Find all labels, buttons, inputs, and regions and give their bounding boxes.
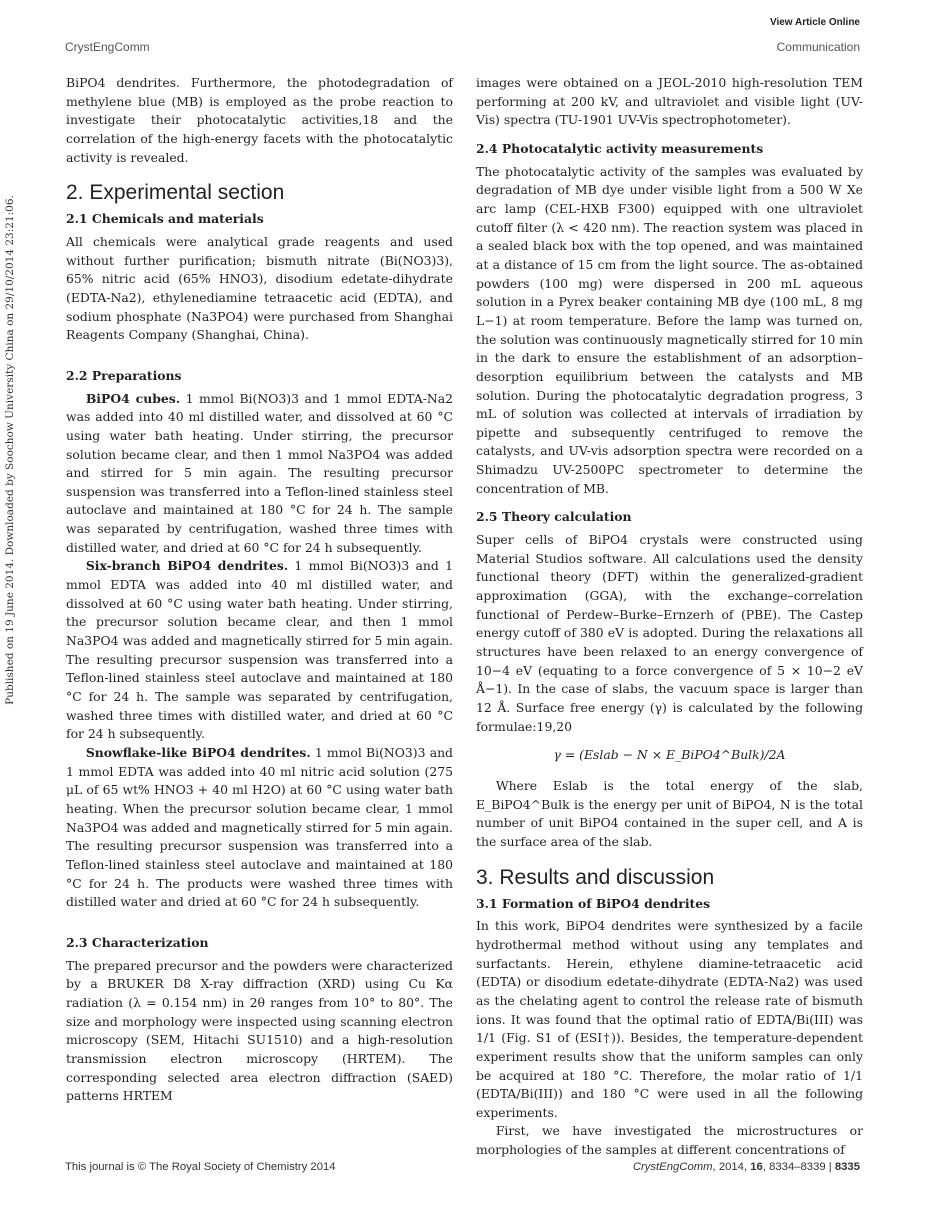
section-type-header: Communication [776, 40, 860, 54]
cubes-paragraph [66, 390, 453, 558]
footer-volume: 16 [750, 1161, 763, 1173]
copyright-footer: This journal is © The Royal Society of Chemistry 2014 [65, 1161, 336, 1173]
six-branch-text: 1 mmol Bi(NO3)3 and 1 mmol EDTA was added into 40 ml distilled water, and dissolved at 60 °C using water bath heating. Under stirring, the precursor solution became clear, and then 1 mmol Na3PO4 was added and magnetically stirred for 5 min again. The resulting precursor suspension was transferred into a Teflon-lined stainless steel autoclave and maintained at 180 °C for 24 h. The sample was separated by centrifugation, washed three times with distilled water, and dried at 60 °C for 24 h subsequently. [66, 558, 453, 742]
sidebar-text: Published on 19 June 2014. Downloaded by Soochow University China on 29/10/2014 23:21:06. [4, 195, 16, 705]
citation-footer [633, 1161, 860, 1173]
six-branch-label: Six-branch BiPO4 dendrites. [85, 558, 289, 574]
subsection-2-4-heading: 2.4 Photocatalytic activity measurements [476, 140, 764, 156]
subsection-2-3-heading: 2.3 Characterization [66, 934, 209, 950]
snowflake-label: Snowflake-like BiPO4 dendrites. [85, 745, 311, 760]
subsection-2-1-heading: 2.1 Chemicals and materials [66, 211, 264, 227]
where-paragraph: Where Eslab is the total energy of the slab, E_BiPO4^Bulk is the energy per unit of BiPO4, N is the total number of unit BiPO4 contained in the super cell, and A is the surface area of the slab. [476, 777, 863, 849]
subsection-3-1-heading: 3.1 Formation of BiPO4 dendrites [476, 895, 711, 911]
cubes-text: 1 mmol Bi(NO3)3 and 1 mmol EDTA-Na2 was added into 40 ml distilled water, and dissolved at 60 °C using water bath heating. Under stirring, the precursor solution became clear, and then 1 mmol Na3PO4 was added and stirred for 5 min again. The resulting precursor suspension was transferred into a Teflon-lined stainless steel autoclave and maintained at 180 °C for 24 h. The sample was separated by centrifugation, washed three times with distilled water, and dried at 60 °C for 24 h subsequently. [66, 390, 453, 555]
theory-paragraph: Super cells of BiPO4 crystals were constructed using Material Studios software. All calculations used the density functional theory (DFT) within the generalized-gradient approximation (GGA), with the exchange–correlation functional of Perdew–Burke–Ernzerh of (PBE). The Castep energy cutoff of 380 eV is adopted. During the relaxations all structures have been relaxed to an energy convergence of 10−4 eV (equating to a force convergence of 5 × 10−2 eV Å−1). In the case of slabs, the vacuum space is larger than 12 Å. Surface free energy (γ) is calculated by the following formulae:19,20 [476, 532, 863, 734]
section-3-heading: 3. Results and discussion [476, 865, 715, 889]
section-2-heading: 2. Experimental section [66, 181, 285, 205]
cubes-label: BiPO4 cubes. [85, 390, 181, 406]
formation-paragraph: In this work, BiPO4 dendrites were synthesized by a facile hydrothermal method without using any templates and surfactants. Herein, ethylene diamine-tetraacetic acid (EDTA) or disodium edetate-dihydrate (EDTA-Na2) was used as the chelating agent to control the release rate of bismuth ions. It was found that the optimal ratio of EDTA/Bi(III) was 1/1 (Fig. S1 of (ESI†)). Besides, the temperature-dependent experiment results show that the uniform samples can only be acquired at 180 °C. Therefore, the molar ratio of 1/1 (EDTA/Bi(III)) and 180 °C were used in all the following experiments. [476, 918, 863, 1120]
intro-paragraph: BiPO4 dendrites. Furthermore, the photodegradation of methylene blue (MB) is employed as the probe reaction to investigate their photocatalytic activities,18 and the correlation of the high-energy facets with the photocatalytic activity is revealed. [66, 75, 453, 165]
chemicals-paragraph: All chemicals were analytical grade reagents and used without further purification; bismuth nitrate (Bi(NO3)3), 65% nitric acid (65% HNO3), disodium edetate-dihydrate (EDTA-Na2), ethylenediamine tetraacetic acid (EDTA), and sodium phosphate (Na3PO4) were purchased from Shanghai Reagents Company (Shanghai, China). [66, 233, 453, 343]
surface-energy-formula: γ = (Eslab − N × E_BiPO4^Bulk)/2A [553, 747, 786, 763]
subsection-2-2-heading: 2.2 Preparations [66, 367, 182, 383]
photocatalytic-paragraph: The photocatalytic activity of the samples was evaluated by degradation of MB dye under visible light from a 500 W Xe arc lamp (CEL-HXB F300) equipped with one ultraviolet cutoff filter (λ < 420 nm). The reaction system was placed in a sealed black box with the top opened, and was maintained at a distance of 15 cm from the light source. The as-obtained powders (100 mg) were dispersed in 200 mL aqueous solution in a Pyrex beaker containing MB dye (100 mL, 8 mg L−1) at room temperature. Before the lamp was turned on, the solution was continuously magnetically stirred for 10 min in the dark to ensure the establishment of an adsorption–desorption equilibrium between the catalysts and MB solution. During the photocatalytic degradation progress, 3 mL of solution was collected at intervals of irradiation by pipette and subsequently centrifuged to remove the catalysts, and UV-vis adsorption spectra were recorded on a Shimadzu UV-2500PC spectrometer to determine the concentration of MB. [476, 163, 863, 496]
subsection-2-5-heading: 2.5 Theory calculation [476, 509, 632, 525]
view-article-online-link[interactable]: View Article Online [769, 17, 860, 28]
continued-paragraph: images were obtained on a JEOL-2010 high-resolution TEM performing at 200 kV, and ultraviolet and visible light (UV-Vis) spectra (TU-1901 UV-Vis spectrophotometer). [476, 75, 863, 128]
first-paragraph: First, we have investigated the microstructures or morphologies of the samples at different concentrations of [476, 1123, 863, 1158]
publication-sidebar-note [2, 140, 18, 760]
characterization-paragraph: The prepared precursor and the powders were characterized by a BRUKER D8 X-ray diffraction (XRD) using Cu Kα radiation (λ = 0.154 nm) in 2θ ranges from 10° to 80°. The size and morphology were inspected using scanning electron microscopy (SEM, Hitachi SU1510) and a high-resolution transmission electron microscopy (HRTEM). The corresponding selected area electron diffraction (SAED) patterns HRTEM [66, 957, 453, 1104]
footer-separator: | [828, 1161, 832, 1173]
six-branch-paragraph [66, 557, 453, 744]
left-column [66, 74, 453, 1106]
snowflake-paragraph [66, 744, 453, 912]
snowflake-text: 1 mmol Bi(NO3)3 and 1 mmol EDTA was added into 40 ml nitric acid solution (275 μL of 65 wt% HNO3 + 40 ml H2O) at 60 °C using water bath heating. When the precursor solution became clear, 1 mmol Na3PO4 was added and magnetically stirred for 5 min again. The resulting precursor suspension was transferred into a Teflon-lined stainless steel autoclave and maintained at 180 °C for 24 h. The products were washed three times with distilled water and dried at 60 °C for 24 h subsequently. [66, 745, 453, 910]
footer-year: , 2014, [712, 1161, 751, 1173]
footer-journal: CrystEngComm [632, 1161, 713, 1173]
journal-name-header: CrystEngComm [65, 40, 150, 54]
right-column [476, 74, 863, 1160]
page-number: 8335 [834, 1161, 860, 1173]
footer-pages: , 8334–8339 [762, 1161, 826, 1173]
